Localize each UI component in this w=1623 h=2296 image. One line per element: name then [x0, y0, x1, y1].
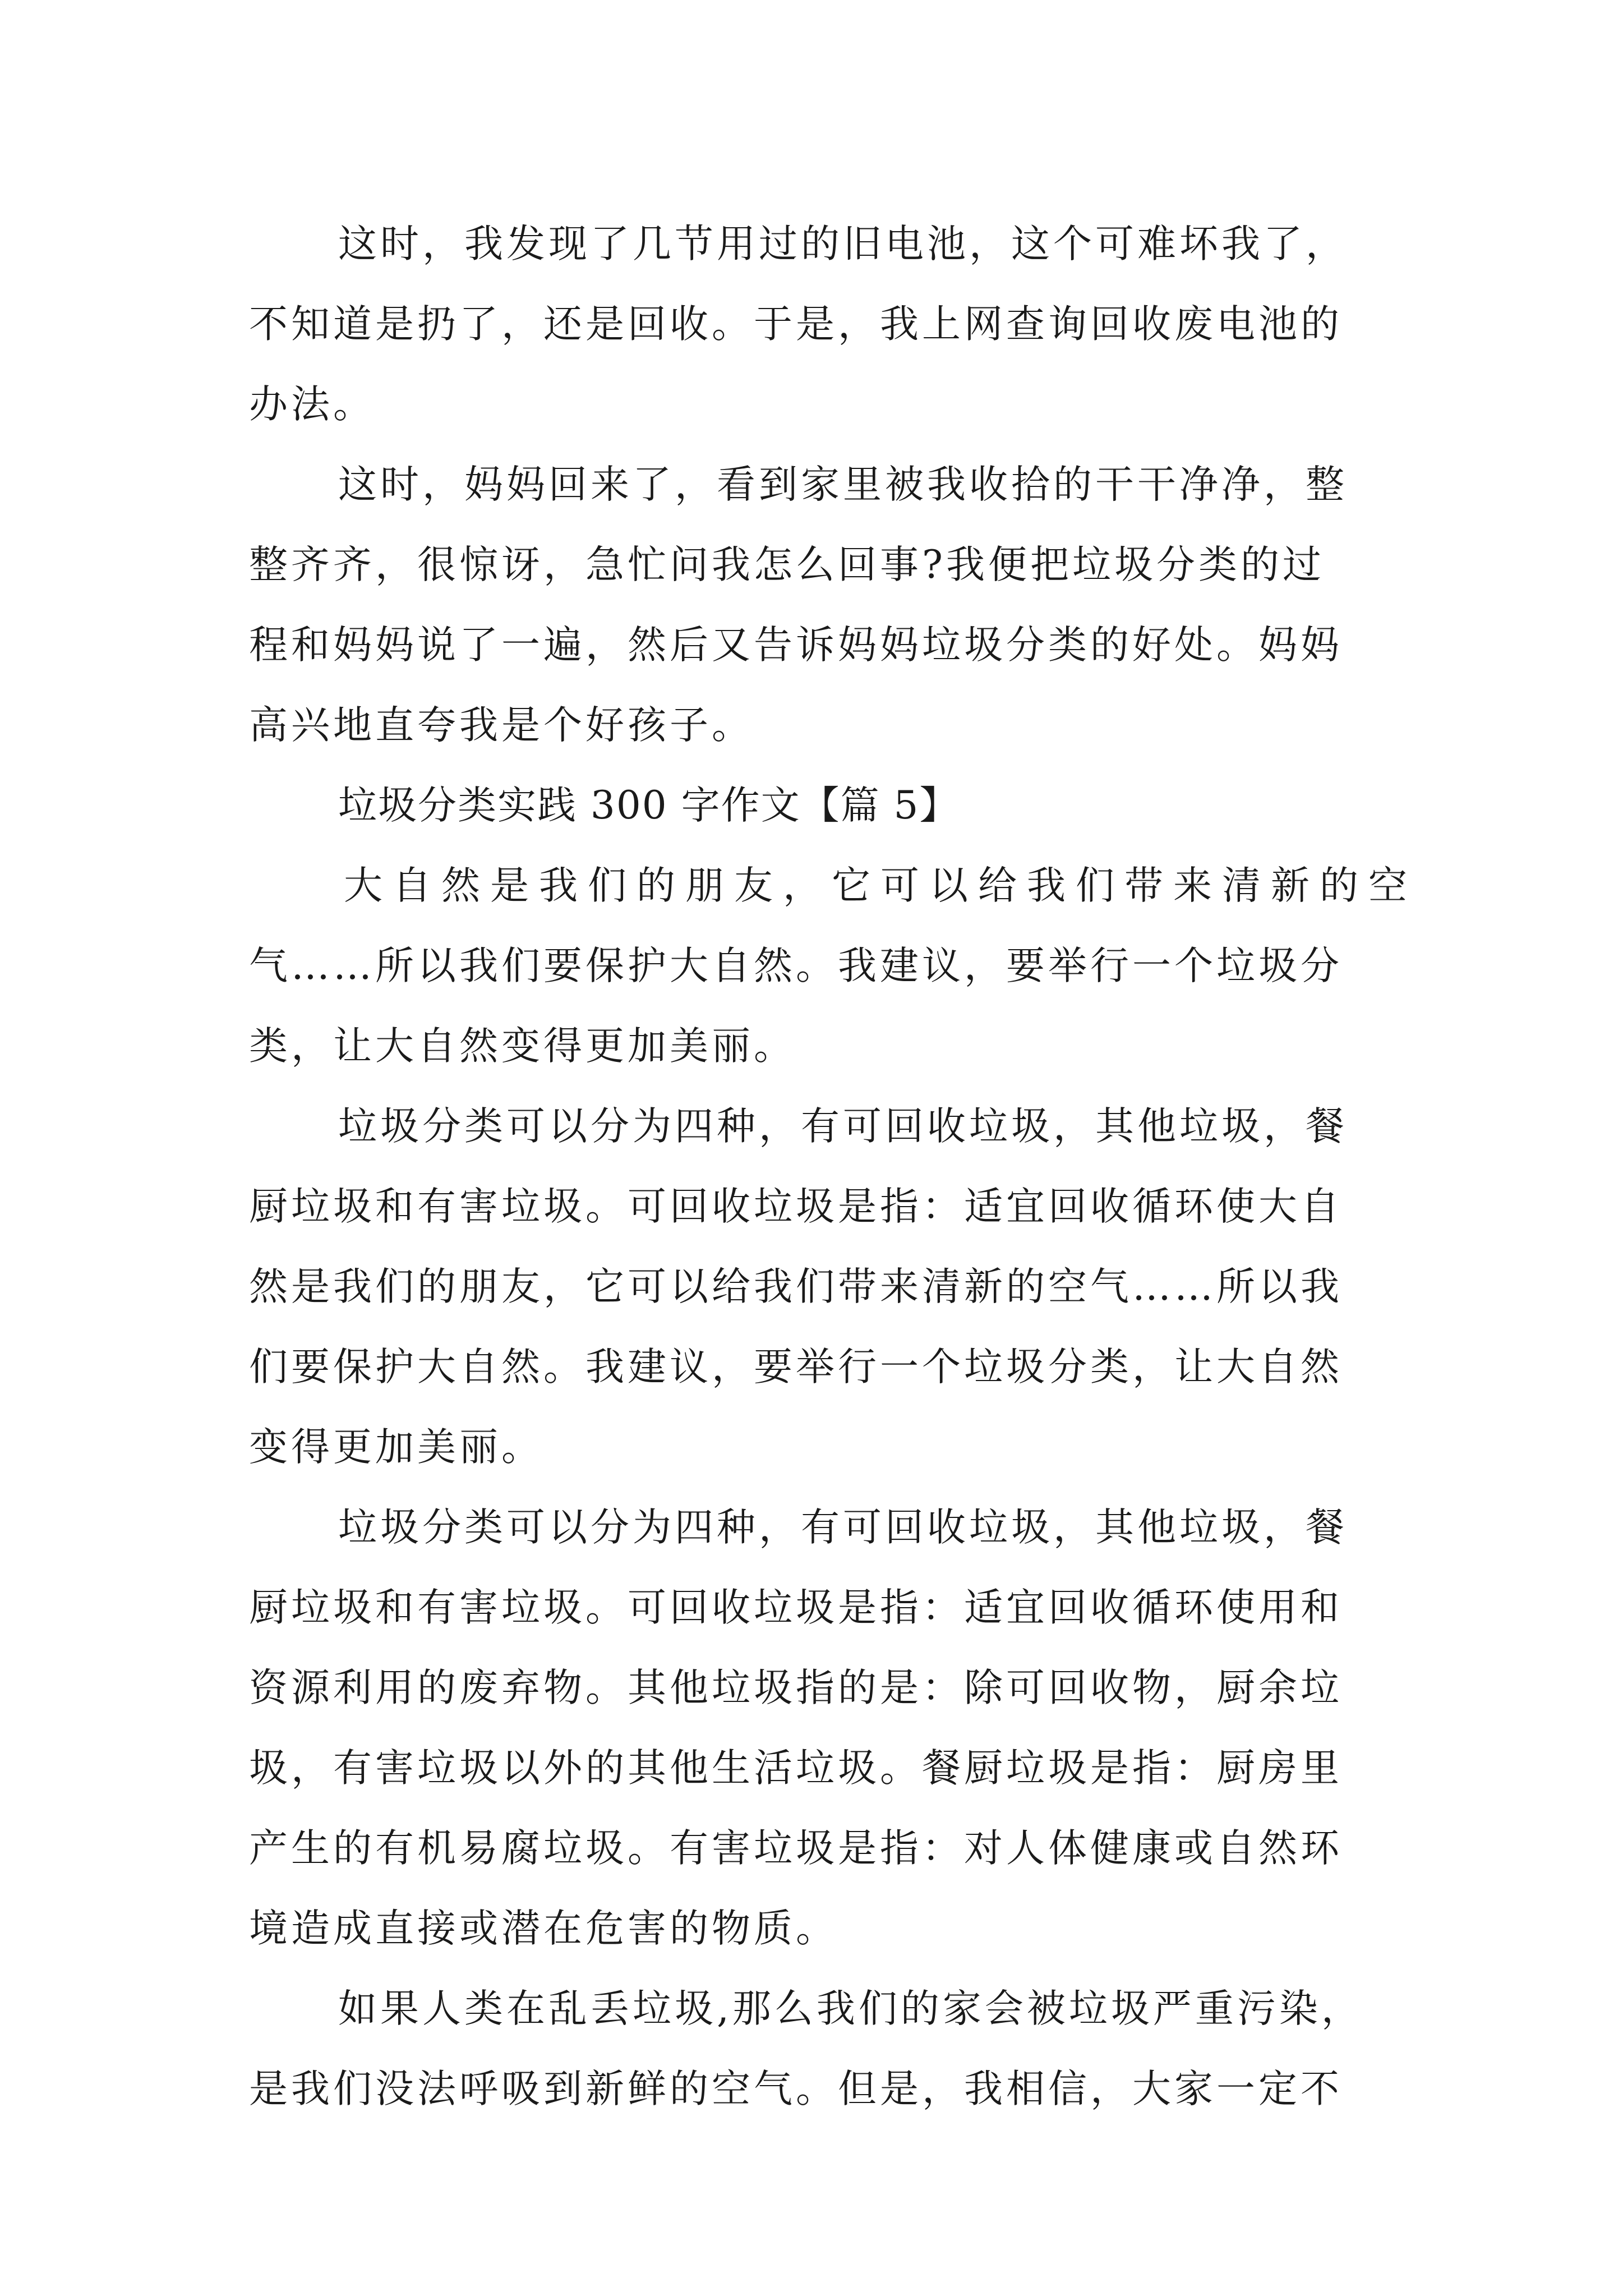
text-line: 大自然是我们的朋友，它可以给我们带来清新的空 [344, 863, 1417, 908]
text-line: 垃圾分类可以分为四种，有可回收垃圾，其他垃圾，餐 [338, 1104, 1348, 1149]
text-line: 不知道是扔了，还是回收。于是，我上网查询回收废电池的 [249, 302, 1343, 347]
text-line: 变得更加美丽。 [249, 1425, 543, 1470]
text-line: 类，让大自然变得更加美丽。 [249, 1024, 796, 1069]
text-line: 程和妈妈说了一遍，然后又告诉妈妈垃圾分类的好处。妈妈 [249, 623, 1343, 668]
text-line: 这时，我发现了几节用过的旧电池，这个可难坏我了， [338, 222, 1348, 266]
text-line: 厨垃圾和有害垃圾。可回收垃圾是指：适宜回收循环使大自 [249, 1184, 1343, 1229]
text-line: 厨垃圾和有害垃圾。可回收垃圾是指：适宜回收循环使用和 [249, 1585, 1343, 1630]
text-line: 然是我们的朋友，它可以给我们带来清新的空气……所以我 [249, 1264, 1343, 1309]
text-line: 气……所以我们要保护大自然。我建议，要举行一个垃圾分 [249, 944, 1343, 988]
section-heading: 垃圾分类实践 300 字作文【篇 5】 [338, 783, 960, 828]
text-line: 们要保护大自然。我建议，要举行一个垃圾分类，让大自然 [249, 1345, 1343, 1389]
text-line: 圾，有害垃圾以外的其他生活垃圾。餐厨垃圾是指：厨房里 [249, 1746, 1343, 1791]
text-line: 整齐齐，很惊讶，急忙问我怎么回事?我便把垃圾分类的过 [249, 542, 1325, 587]
text-line: 是我们没法呼吸到新鲜的空气。但是，我相信，大家一定不 [249, 2067, 1343, 2111]
text-line: 这时，妈妈回来了，看到家里被我收拾的干干净净，整 [338, 462, 1348, 507]
text-line: 办法。 [249, 382, 375, 427]
text-line: 境造成直接或潜在危害的物质。 [249, 1906, 838, 1951]
text-line: 垃圾分类可以分为四种，有可回收垃圾，其他垃圾，餐 [338, 1505, 1348, 1550]
text-line: 如果人类在乱丢垃圾,那么我们的家会被垃圾严重污染， [338, 1986, 1363, 2031]
text-line: 高兴地直夸我是个好孩子。 [249, 703, 754, 748]
text-line: 产生的有机易腐垃圾。有害垃圾是指：对人体健康或自然环 [249, 1826, 1343, 1871]
text-line: 资源利用的废弃物。其他垃圾指的是：除可回收物，厨余垃 [249, 1665, 1343, 1710]
